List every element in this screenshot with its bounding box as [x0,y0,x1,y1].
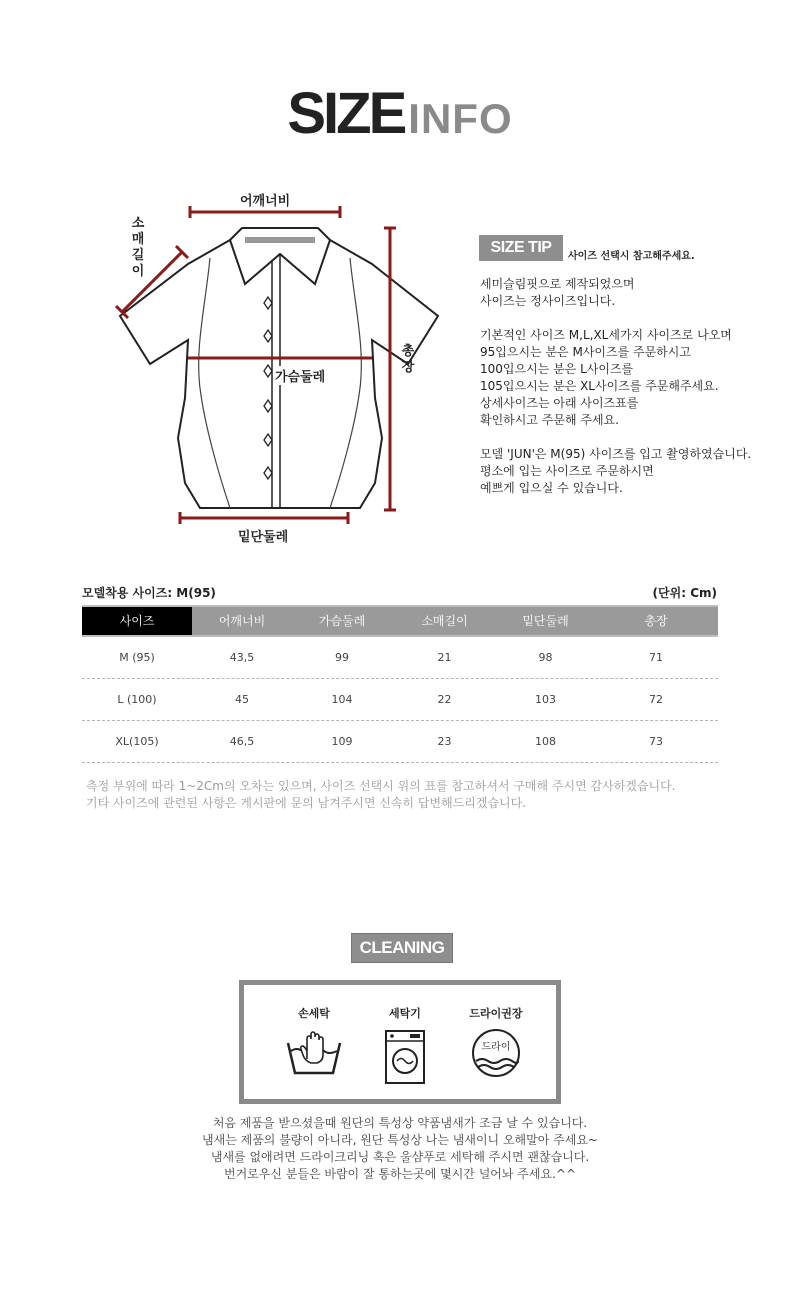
cleaning-notes [0,1115,800,1183]
table-cell: 22 [437,693,452,706]
washing-machine-icon [376,1029,434,1085]
title-main: SIZE [287,81,405,146]
size-tip-text [480,276,780,497]
care-item-washing-machine [360,1005,450,1085]
table-cell: 73 [649,735,663,748]
table-cell: L (100) [117,693,157,706]
tip-line: 105입으시는 분은 XL사이즈를 주문해주세요. [480,379,719,393]
tip-line: 기본적인 사이즈 M,L,XL세가지 사이즈로 나오며 [480,328,732,342]
tip-line: 확인하시고 주문해 주세요. [480,413,619,427]
size-tip-note: 사이즈 선택시 참고해주세요. [568,251,695,262]
cleaning-note-line: 냄새를 없애려면 드라이크리닝 혹은 울샴푸로 세탁해 주시면 괜찮습니다. [210,1150,590,1164]
size-table [82,605,718,763]
table-notes [86,778,675,812]
tip-line: 100입으시는 분은 L사이즈를 [480,362,634,376]
dry-clean-icon [467,1027,525,1079]
table-row [82,637,718,679]
table-cell: 71 [649,651,663,664]
header-length: 총장 [644,614,668,628]
care-item-dry-clean [451,1005,541,1079]
hand-wash-icon [285,1029,343,1079]
table-cell: 45 [235,693,249,706]
table-cell: 46,5 [229,735,255,748]
table-row [82,679,718,721]
table-cell: 108 [535,735,556,748]
note-line: 기타 사이즈에 관련된 사항은 게시판에 문의 남겨주시면 신속히 답변해드리겠습니다. [86,796,527,810]
title-sub: INFO [408,95,513,142]
cleaning-box [239,980,561,1104]
cleaning-badge: CLEANING [351,933,453,963]
table-row [82,721,718,763]
care-label: 세탁기 [389,1007,421,1020]
table-header [82,605,718,637]
tip-line: 상세사이즈는 아래 사이즈표를 [480,396,639,410]
care-item-hand-wash [269,1005,359,1079]
table-cell: XL(105) [115,735,159,748]
dry-clean-icon-text: 드라이 [481,1042,511,1053]
size-tip-badge: SIZE TIP [479,235,563,261]
header-hem: 밑단둘레 [522,614,569,628]
table-cell: 23 [437,735,452,748]
header-sleeve: 소매길이 [421,614,468,628]
care-label: 드라이권장 [469,1007,523,1020]
length-label: 총장 [401,344,415,375]
header-chest: 가슴둘레 [318,614,366,628]
table-cell: 104 [331,693,353,706]
tip-line: 예쁘게 입으실 수 있습니다. [480,481,623,495]
tip-line: 세미슬림핏으로 제작되었으며 [480,277,635,291]
tip-line: 95입으시는 분은 M사이즈를 주문하시고 [480,345,691,359]
hem-label: 밑단둘레 [238,530,289,545]
table-cell: 109 [331,735,353,748]
table-cell: 103 [535,693,556,706]
table-cell: 98 [538,651,553,664]
shoulder-label: 어깨너비 [240,194,291,209]
tip-line: 사이즈는 정사이즈입니다. [480,294,616,308]
model-size-label: 모델착용 사이즈: M(95) [82,586,216,600]
tip-line: 모델 'JUN'은 M(95) 사이즈를 입고 촬영하였습니다. [480,447,752,461]
table-cell: 43,5 [229,651,255,664]
chest-label: 가슴둘레 [273,366,327,385]
table-cell: 21 [437,651,452,664]
table-cell: M (95) [119,651,155,664]
header-shoulder: 어깨너비 [218,614,266,628]
header-size: 사이즈 [82,607,192,635]
table-cell: 72 [649,693,663,706]
unit-label: (단위: Cm) [652,586,717,600]
sleeve-label: 소매길이 [131,216,145,279]
cleaning-note-line: 냄새는 제품의 불량이 아니라, 원단 특성상 나는 냄새이니 오해말아 주세요~ [202,1133,598,1147]
note-line: 측정 부위에 따라 1~2Cm의 오차는 있으며, 사이즈 선택시 위의 표를 참고하셔서 구매해 주시면 감사하겠습니다. [86,779,676,793]
care-label: 손세탁 [298,1007,330,1020]
page-title [0,80,800,147]
table-cell: 99 [335,651,349,664]
cleaning-note-line: 처음 제품을 받으셨을때 원단의 특성상 약품냄새가 조금 날 수 있습니다. [212,1116,588,1130]
cleaning-note-line: 번거로우신 분들은 바람이 잘 통하는곳에 몇시간 널어놔 주세요.^^ [223,1167,577,1181]
tip-line: 평소에 입는 사이즈로 주문하시면 [480,464,654,478]
